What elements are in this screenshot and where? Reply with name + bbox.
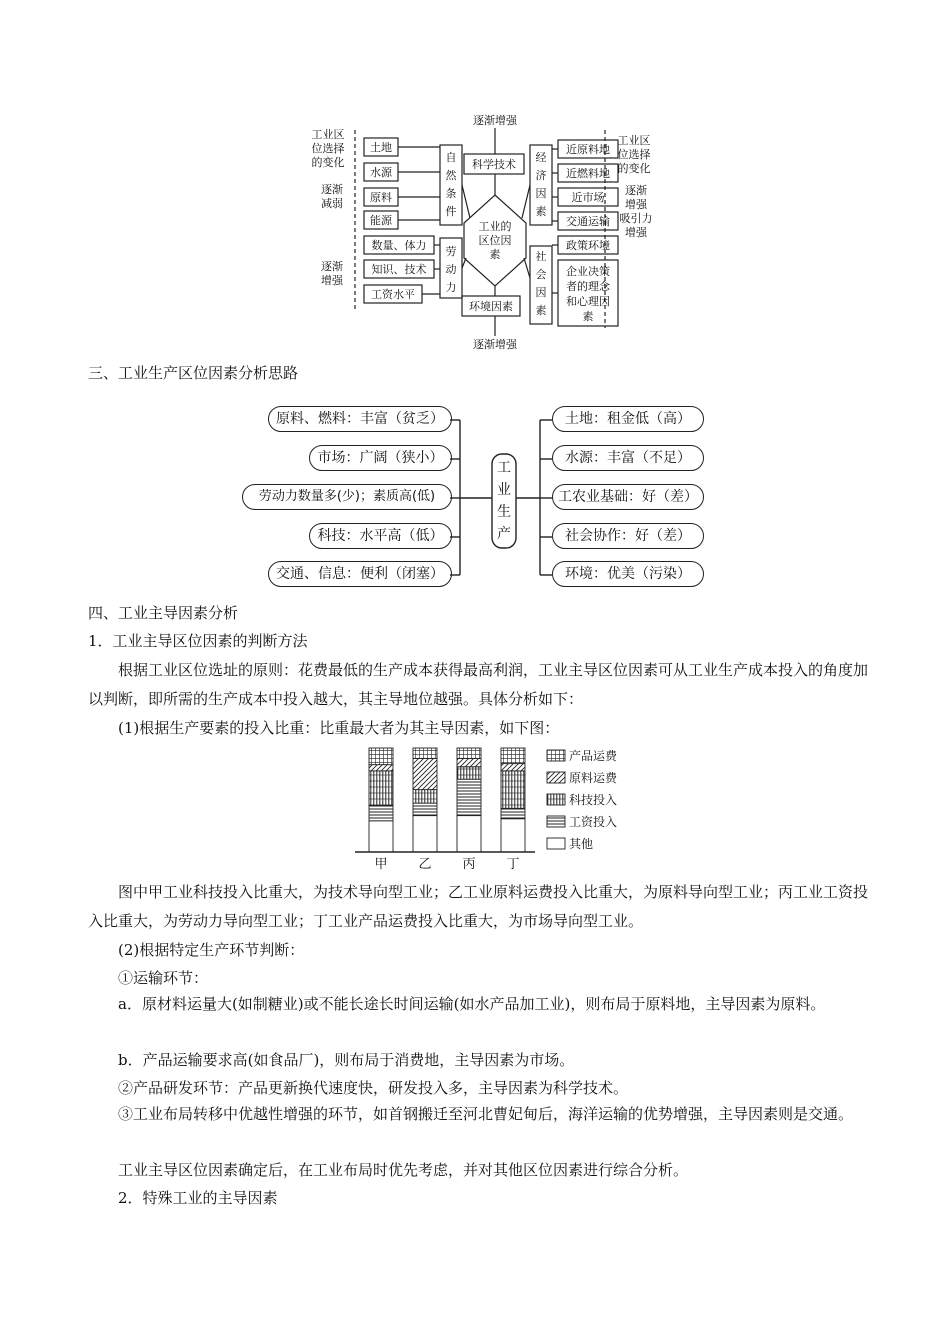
labor-item: 数量、体力: [371, 239, 427, 252]
center-char-4: 产: [497, 526, 511, 542]
paragraph-conclusion: 工业主导区位因素确定后，在工业布局时优先考虑，并对其他区位因素进行综合分析。: [118, 1161, 689, 1179]
right-factor-cooperation: 社会协作：好（差）: [552, 523, 704, 549]
center-char-3: 生: [497, 504, 511, 520]
social-item: 政策环境: [566, 239, 610, 252]
left-note-top-line: 的变化: [311, 156, 345, 169]
subsection-1-heading: 1．工业主导区位因素的判断方法: [88, 632, 308, 650]
paragraph-item-b: b．产品运输要求高(如食品厂)，则布局于消费地，主导因素为市场。: [118, 1051, 575, 1069]
bar-segment: [457, 758, 481, 766]
bar-segment: [369, 771, 393, 805]
legend-label: 原料运费: [569, 771, 618, 785]
legend-label: 产品运费: [569, 749, 618, 763]
bar-segment: [369, 748, 393, 765]
natural-item: 原料: [370, 191, 392, 204]
science-tech-box: 科学技术: [472, 158, 516, 171]
bar-segment: [501, 808, 525, 818]
x-tick-label: 乙: [418, 857, 432, 872]
right-factor-environment: 环境：优美（污染）: [552, 561, 704, 587]
bar-segment: [501, 819, 525, 852]
right-note-mid-line: 吸引力: [619, 212, 653, 225]
section-3-heading: 三、工业生产区位因素分析思路: [88, 364, 299, 382]
economic-title-char: 济: [535, 169, 547, 182]
natural-item: 水源: [370, 166, 392, 179]
legend-swatch: [547, 838, 565, 849]
bar-segment: [501, 764, 525, 771]
right-note-mid-line: 增强: [625, 226, 647, 239]
economic-item: 近市场: [571, 191, 605, 204]
left-note-mid-line: 减弱: [321, 197, 343, 210]
labor-title-char: 动: [445, 263, 457, 276]
top-label: 逐渐增强: [473, 114, 517, 127]
bar-segment: [457, 816, 481, 852]
paragraph-item-a: a．原材料运量大(如制糖业)或不能长途长时间运输(如水产品加工业)，则布局于原料地，主导因素为原料。: [118, 995, 826, 1013]
labor-title-char: 力: [445, 281, 457, 294]
labor-item: 知识、技术: [371, 263, 427, 276]
social-title-char: 社: [535, 250, 547, 263]
left-factor-raw-materials: 原料、燃料：丰富（贫乏）: [268, 406, 452, 432]
decision-line: 素: [582, 310, 594, 323]
labor-item: 工资水平: [371, 288, 415, 301]
bar-segment: [413, 758, 437, 789]
economic-title-char: 经: [535, 151, 547, 164]
decision-line: 和心理因: [566, 295, 610, 308]
left-factor-labor: 劳动力数量多(少)；素质高(低): [242, 484, 452, 510]
economic-item: 近原料地: [566, 143, 610, 156]
right-note-mid-line: 逐渐: [625, 184, 647, 197]
right-note-mid-line: 增强: [625, 198, 647, 211]
economic-item: 近燃料地: [566, 167, 610, 180]
legend-label: 工资投入: [569, 815, 618, 829]
center-label-line: 区位因: [478, 234, 512, 247]
right-note-top-line: 工业区: [617, 134, 651, 147]
left-factor-transport: 交通、信息：便利（闭塞）: [268, 561, 452, 587]
section-4-heading: 四、工业主导因素分析: [88, 604, 239, 622]
natural-title-char: 条: [445, 187, 457, 200]
paragraph-specific-stage: (2)根据特定生产环节判断：: [118, 941, 305, 959]
bar-segment: [413, 790, 437, 804]
bar-segment: [413, 748, 437, 758]
legend-swatch: [547, 816, 565, 827]
bar-segment: [457, 779, 481, 815]
legend-swatch: [547, 772, 565, 783]
paragraph-transport-stage: ①运输环节：: [118, 969, 209, 987]
bar-segment: [369, 805, 393, 821]
paragraph-input-ratio: (1)根据生产要素的投入比重：比重最大者为其主导因素，如下图：: [118, 719, 560, 737]
bottom-label: 逐渐增强: [473, 338, 517, 351]
legend-label: 其他: [569, 837, 594, 851]
decision-line: 者的理念: [566, 280, 610, 293]
right-factor-water: 水源：丰富（不足）: [552, 445, 704, 471]
paragraph-relocation-stage: ③工业布局转移中优越性增强的环节，如首钢搬迁至河北曹妃甸后，海洋运输的优势增强，主导因素则是交通。: [118, 1105, 854, 1123]
center-label-line: 工业的: [478, 220, 512, 233]
bar-segment: [457, 748, 481, 758]
legend-swatch: [547, 750, 565, 761]
labor-title-char: 劳: [445, 245, 457, 258]
right-note-top-line: 位选择: [617, 148, 651, 161]
economic-item: 交通运输: [566, 215, 610, 228]
legend-label: 科技投入: [569, 793, 618, 807]
left-factor-market: 市场：广阔（狭小）: [309, 445, 452, 471]
bar-segment: [501, 748, 525, 764]
social-title-char: 因: [535, 286, 547, 299]
right-factor-industrial-base: 工农业基础：好（差）: [552, 484, 704, 510]
environment-box: 环境因素: [469, 300, 513, 313]
x-tick-label: 甲: [374, 857, 388, 872]
bar-segment: [369, 765, 393, 771]
input-ratio-stacked-bar-chart: [355, 742, 645, 874]
bar-segment: [369, 821, 393, 852]
right-factor-land: 土地：租金低（高）: [552, 406, 704, 432]
bar-segment: [501, 771, 525, 808]
economic-title-char: 因: [535, 187, 547, 200]
left-factor-technology: 科技：水平高（低）: [309, 523, 452, 549]
left-note-top-line: 位选择: [311, 142, 345, 155]
natural-title-char: 然: [445, 169, 457, 182]
social-title-char: 会: [535, 268, 547, 281]
legend-swatch: [547, 794, 565, 805]
bar-segment: [413, 816, 437, 852]
natural-title-char: 自: [445, 151, 457, 164]
right-note-top-line: 的变化: [617, 162, 651, 175]
natural-item: 土地: [370, 141, 392, 154]
bar-segment: [413, 803, 437, 815]
natural-title-char: 件: [445, 205, 457, 218]
center-char-2: 业: [497, 482, 511, 498]
x-tick-label: 丙: [462, 857, 476, 872]
left-note-low-line: 增强: [321, 274, 343, 287]
center-label-line: 素: [489, 248, 501, 261]
economic-title-char: 素: [535, 205, 547, 218]
social-title-char: 素: [535, 304, 547, 317]
bar-segment: [457, 767, 481, 779]
industrial-location-factors-diagram: [300, 108, 660, 353]
left-note-top-line: 工业区: [311, 128, 345, 141]
left-note-low-line: 逐渐: [321, 260, 343, 273]
center-char-1: 工: [497, 460, 511, 476]
paragraph-chart-explanation: 图中甲工业科技投入比重大，为技术导向型工业；乙工业原料运费投入比重大，为原料导向型工业；丙工业工资投入比重大，为劳动力导向型工业；丁工业产品运费投入比重大，为市场导向型工业。: [88, 883, 869, 930]
left-note-mid-line: 逐渐: [321, 183, 343, 196]
decision-line: 企业决策: [566, 265, 610, 278]
subsection-2-heading: 2．特殊工业的主导因素: [118, 1189, 278, 1207]
paragraph-rd-stage: ②产品研发环节：产品更新换代速度快，研发投入多，主导因素为科学技术。: [118, 1079, 629, 1097]
paragraph-principle: 根据工业区位选址的原则：花费最低的生产成本获得最高利润，工业主导区位因素可从工业生产成本投入的角度加以判断，即所需的生产成本中投入越大，其主导地位越强。具体分析如下：: [88, 661, 869, 708]
natural-item: 能源: [370, 214, 392, 227]
x-tick-label: 丁: [506, 857, 520, 872]
